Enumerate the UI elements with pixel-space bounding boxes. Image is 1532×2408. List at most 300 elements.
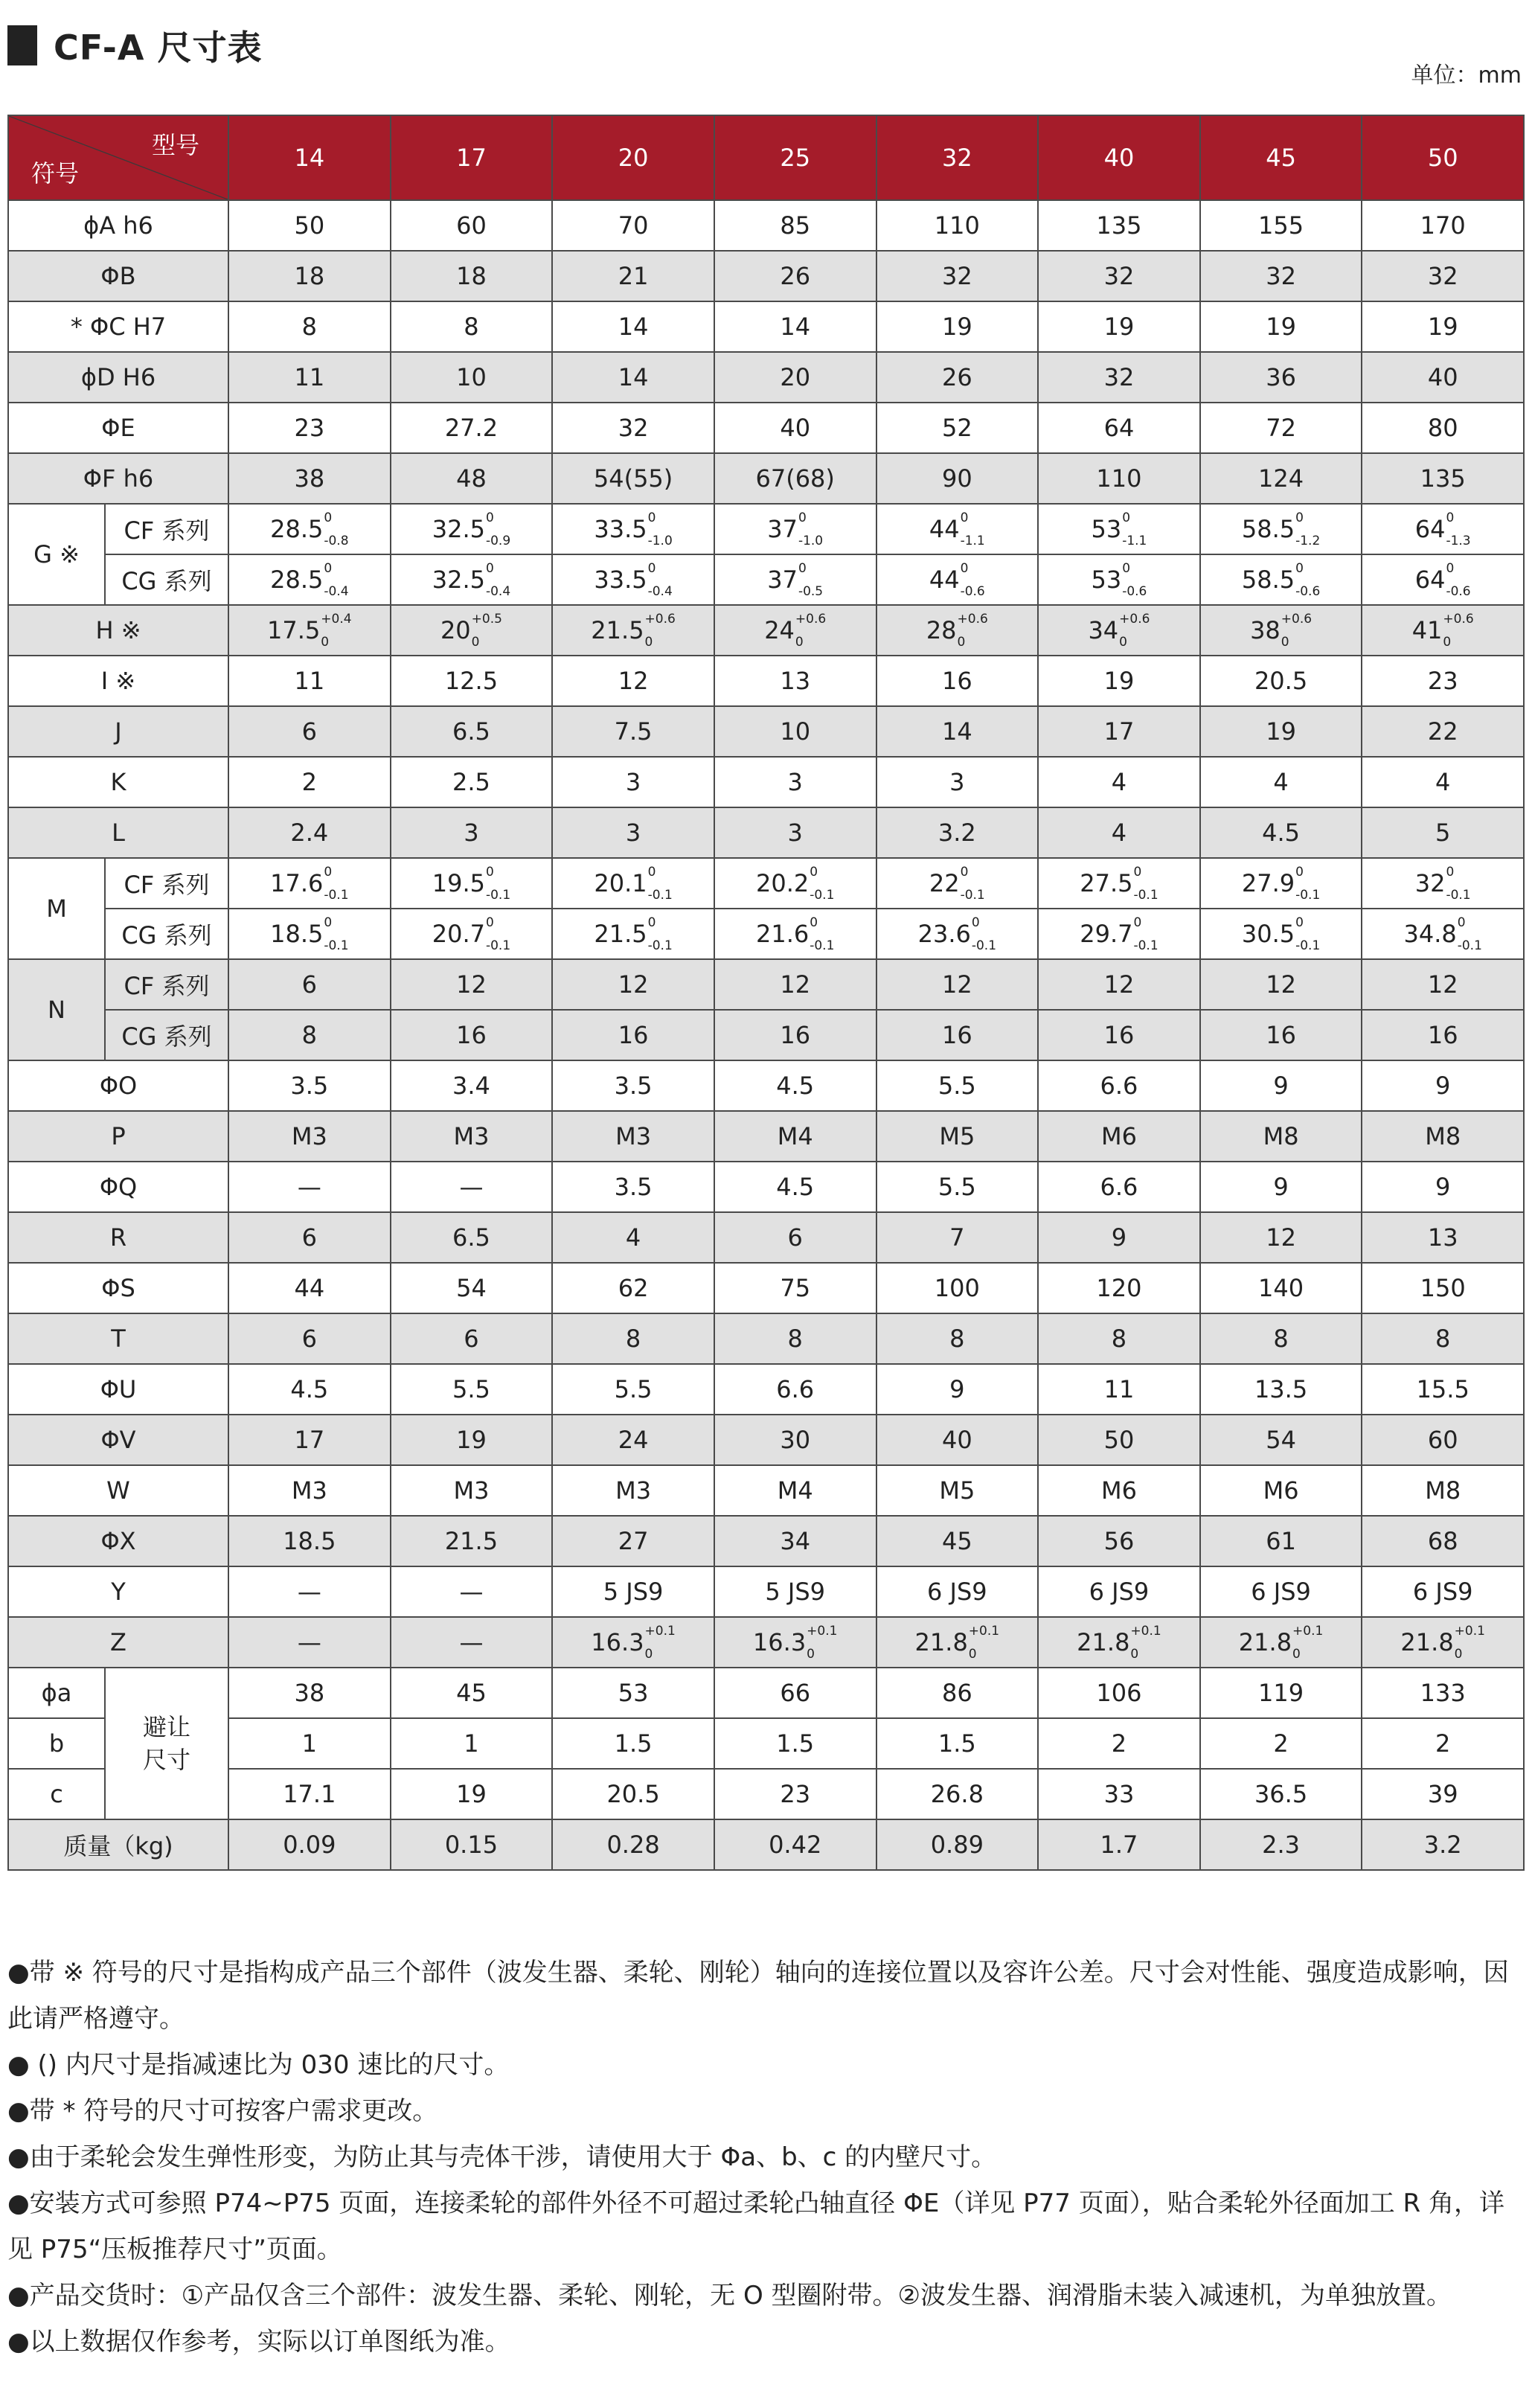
table-cell: 13	[1362, 1212, 1524, 1263]
value-base: —	[297, 1628, 321, 1656]
table-cell: 3	[714, 757, 876, 807]
table-cell	[391, 504, 553, 554]
table-cell: —	[228, 1162, 391, 1212]
table-row	[8, 1212, 1524, 1263]
upper-tolerance: 0	[647, 915, 656, 930]
table-cell: 12	[552, 959, 714, 1010]
lower-tolerance: -0.1	[960, 888, 985, 903]
table-row	[8, 1162, 1524, 1212]
table-cell: 40	[876, 1415, 1039, 1465]
value-base: 21.8	[1400, 1628, 1454, 1656]
table-cell: 5.5	[876, 1060, 1039, 1111]
value-base: 32	[1414, 869, 1446, 897]
upper-tolerance: 0	[798, 510, 807, 525]
table-cell: 19	[876, 301, 1039, 352]
table-cell	[1038, 909, 1200, 959]
tolerance	[1133, 865, 1158, 903]
table-cell: 19	[1038, 656, 1200, 706]
table-row	[8, 1060, 1524, 1111]
avoid-group-label	[105, 1668, 228, 1819]
table-cell: 19	[391, 1415, 553, 1465]
lower-tolerance: -1.1	[1122, 534, 1147, 548]
upper-tolerance: +0.6	[1443, 612, 1474, 627]
table-cell: 17	[228, 1415, 391, 1465]
upper-tolerance: 0	[1295, 561, 1304, 576]
table-cell: 155	[1200, 200, 1362, 251]
table-row	[8, 706, 1524, 757]
table-cell: 52	[876, 403, 1039, 453]
lower-tolerance: -0.1	[971, 938, 997, 953]
table-cell: 6.6	[1038, 1162, 1200, 1212]
value-base: 18.5	[270, 920, 324, 948]
table-cell: 135	[1038, 200, 1200, 251]
row-label: ΦS	[8, 1263, 228, 1313]
table-cell: 60	[1362, 1415, 1524, 1465]
table-cell: 23	[1362, 656, 1524, 706]
table-cell: 8	[1362, 1313, 1524, 1364]
table-cell: 26	[876, 352, 1039, 403]
value-base: 21.8	[1238, 1628, 1292, 1656]
value-base: 24	[764, 616, 795, 644]
table-row	[8, 1364, 1524, 1415]
table-cell: 19	[391, 1769, 553, 1819]
lower-tolerance: -0.1	[647, 938, 673, 953]
model-header: 20	[552, 115, 714, 200]
table-cell: 36	[1200, 352, 1362, 403]
value-base: 30.5	[1241, 920, 1295, 948]
upper-tolerance: 0	[1446, 865, 1455, 880]
table-cell: M3	[228, 1465, 391, 1516]
table-row	[8, 959, 1524, 1010]
table-cell: 53	[552, 1668, 714, 1718]
table-cell: 22	[1362, 706, 1524, 757]
row-label: T	[8, 1313, 228, 1364]
table-cell	[228, 554, 391, 605]
table-cell	[714, 605, 876, 656]
table-cell: 60	[391, 200, 553, 251]
table-cell: 0.09	[228, 1819, 391, 1870]
tolerance	[1443, 612, 1474, 650]
table-cell: 61	[1200, 1516, 1362, 1566]
upper-tolerance: 0	[1295, 915, 1304, 930]
table-cell: 75	[714, 1263, 876, 1313]
lower-tolerance: -0.1	[810, 888, 835, 903]
value-base: —	[459, 1628, 484, 1656]
value-base: 29.7	[1080, 920, 1133, 948]
table-cell: 3.5	[552, 1060, 714, 1111]
tolerance	[1446, 865, 1471, 903]
table-cell	[714, 858, 876, 909]
upper-tolerance: +0.6	[1119, 612, 1150, 627]
value-base: 16.3	[591, 1628, 644, 1656]
table-cell: 0.28	[552, 1819, 714, 1870]
row-label: H ※	[8, 605, 228, 656]
row-label: ϕD H6	[8, 352, 228, 403]
table-cell: 6.6	[714, 1364, 876, 1415]
sub-label: CF 系列	[105, 504, 228, 554]
lower-tolerance: -0.9	[485, 534, 511, 548]
tolerance	[1292, 1624, 1324, 1662]
upper-tolerance: 0	[324, 510, 333, 525]
table-cell: 67(68)	[714, 453, 876, 504]
upper-tolerance: 0	[960, 510, 969, 525]
table-row	[8, 1718, 1524, 1769]
value-base: 21.8	[1077, 1628, 1130, 1656]
lower-tolerance: -0.5	[798, 584, 824, 599]
lower-tolerance: -0.4	[485, 584, 511, 599]
upper-tolerance: 0	[485, 561, 494, 576]
value-base: 17.6	[270, 869, 324, 897]
tolerance	[1454, 1624, 1485, 1662]
table-cell: 6	[391, 1313, 553, 1364]
table-cell: 3	[391, 807, 553, 858]
table-cell: 16	[1200, 1010, 1362, 1060]
table-cell	[391, 909, 553, 959]
table-cell: 2	[1200, 1718, 1362, 1769]
table-cell	[1038, 605, 1200, 656]
table-cell: 124	[1200, 453, 1362, 504]
table-cell: 18	[228, 251, 391, 301]
table-cell: 6	[228, 1212, 391, 1263]
row-label: ΦQ	[8, 1162, 228, 1212]
table-cell: 32	[1362, 251, 1524, 301]
row-label: Y	[8, 1566, 228, 1617]
table-cell: M4	[714, 1465, 876, 1516]
sub-label: CG 系列	[105, 909, 228, 959]
upper-tolerance: 0	[1133, 915, 1142, 930]
table-cell: 38	[228, 1668, 391, 1718]
row-label: R	[8, 1212, 228, 1263]
tolerance	[485, 561, 511, 599]
table-cell: 5.5	[391, 1364, 553, 1415]
tolerance	[485, 865, 511, 903]
tolerance	[1446, 510, 1471, 548]
lower-tolerance: -0.1	[647, 888, 673, 903]
table-cell: 19	[1362, 301, 1524, 352]
table-cell: 9	[1362, 1162, 1524, 1212]
value-base: 64	[1414, 515, 1446, 543]
table-cell	[876, 605, 1039, 656]
value-base: 27.9	[1241, 869, 1295, 897]
note-item: ●安装方式可参照 P74~P75 页面，连接柔轮的部件外径不可超过柔轮凸轴直径 ΦE（详见 P77 页面），贴合柔轮外径面加工 R 角，详见 P75“压板推荐尺寸”页面。	[7, 2188, 1504, 2264]
table-cell: 13	[714, 656, 876, 706]
table-header	[8, 115, 1524, 200]
table-cell	[1362, 1617, 1524, 1668]
table-cell: 2	[228, 757, 391, 807]
table-cell: 6	[714, 1212, 876, 1263]
table-cell: 0.89	[876, 1819, 1039, 1870]
table-cell: 9	[1200, 1060, 1362, 1111]
upper-tolerance: +0.1	[1292, 1624, 1324, 1639]
lower-tolerance: -0.1	[324, 888, 349, 903]
lower-tolerance: 0	[1454, 1647, 1463, 1662]
table-cell	[1200, 909, 1362, 959]
table-cell: 90	[876, 453, 1039, 504]
table-cell: 18.5	[228, 1516, 391, 1566]
table-cell: 8	[1038, 1313, 1200, 1364]
table-cell: 54	[391, 1263, 553, 1313]
table-cell: 26.8	[876, 1769, 1039, 1819]
row-label: ΦF h6	[8, 453, 228, 504]
table-cell: 8	[876, 1313, 1039, 1364]
lower-tolerance: 0	[1443, 635, 1452, 650]
page-title: CF-A 尺寸表	[54, 28, 263, 68]
table-cell: 18	[391, 251, 553, 301]
table-cell: 39	[1362, 1769, 1524, 1819]
tolerance	[968, 1624, 1000, 1662]
table-cell	[714, 504, 876, 554]
table-cell: 2.5	[391, 757, 553, 807]
table-cell: 23	[714, 1769, 876, 1819]
lower-tolerance: -1.0	[798, 534, 824, 548]
table-row	[8, 1465, 1524, 1516]
row-label: ΦV	[8, 1415, 228, 1465]
value-base: 20.2	[755, 869, 810, 897]
lower-tolerance: 0	[644, 1647, 653, 1662]
lower-tolerance: 0	[644, 635, 653, 650]
table-cell: 4.5	[714, 1060, 876, 1111]
value-base: 33.5	[594, 566, 647, 594]
table-cell: 0.42	[714, 1819, 876, 1870]
table-row	[8, 1819, 1524, 1870]
table-row	[8, 301, 1524, 352]
table-row	[8, 504, 1524, 554]
lower-tolerance: -0.6	[960, 584, 985, 599]
tolerance	[647, 561, 673, 599]
table-cell: 64	[1038, 403, 1200, 453]
table-cell: 2.3	[1200, 1819, 1362, 1870]
lower-tolerance: -0.1	[324, 938, 349, 953]
row-label: 质量（kg)	[8, 1819, 228, 1870]
lower-tolerance: -1.1	[960, 534, 985, 548]
value-base: 38	[1250, 616, 1281, 644]
table-row	[8, 909, 1524, 959]
table-cell: 16	[552, 1010, 714, 1060]
upper-tolerance: 0	[810, 865, 818, 880]
unit-label: 单位：mm	[1411, 63, 1522, 89]
table-cell	[876, 554, 1039, 605]
table-cell: 6	[228, 1313, 391, 1364]
lower-tolerance: 0	[795, 635, 804, 650]
row-label: Z	[8, 1617, 228, 1668]
upper-tolerance: 0	[485, 510, 494, 525]
value-base: 58.5	[1241, 566, 1295, 594]
value-base: 28.5	[270, 566, 324, 594]
table-cell: M8	[1200, 1111, 1362, 1162]
upper-tolerance: +0.5	[471, 612, 502, 627]
table-cell: 27.2	[391, 403, 553, 453]
value-base: 20	[440, 616, 471, 644]
upper-tolerance: 0	[960, 561, 969, 576]
table-cell: 12	[1200, 1212, 1362, 1263]
table-row	[8, 656, 1524, 706]
table-cell: 16	[876, 1010, 1039, 1060]
table-cell	[1038, 504, 1200, 554]
table-cell: 19	[1038, 301, 1200, 352]
value-base: 53	[1091, 566, 1122, 594]
tolerance	[1119, 612, 1150, 650]
upper-tolerance: 0	[485, 915, 494, 930]
table-cell	[876, 1617, 1039, 1668]
model-header: 40	[1038, 115, 1200, 200]
table-cell: M3	[391, 1465, 553, 1516]
tolerance	[1122, 510, 1147, 548]
table-row	[8, 1111, 1524, 1162]
table-cell: 20.5	[552, 1769, 714, 1819]
table-cell: 68	[1362, 1516, 1524, 1566]
upper-tolerance: +0.1	[1454, 1624, 1485, 1639]
avoid-label-line: 避让	[142, 1713, 190, 1741]
table-cell	[876, 909, 1039, 959]
table-cell: 62	[552, 1263, 714, 1313]
tolerance	[1133, 915, 1158, 953]
table-cell: 20.5	[1200, 656, 1362, 706]
table-cell: 3.2	[876, 807, 1039, 858]
sub-label: CG 系列	[105, 554, 228, 605]
table-cell: 6 JS9	[1362, 1566, 1524, 1617]
row-label: J	[8, 706, 228, 757]
table-cell: 5.5	[876, 1162, 1039, 1212]
model-header: 14	[228, 115, 391, 200]
table-cell	[228, 605, 391, 656]
note-item: ● () 内尺寸是指减速比为 030 速比的尺寸。	[7, 2050, 510, 2080]
table-cell: 50	[228, 200, 391, 251]
model-header: 17	[391, 115, 553, 200]
table-cell: 9	[1038, 1212, 1200, 1263]
table-cell: 86	[876, 1668, 1039, 1718]
table-cell: 6 JS9	[1200, 1566, 1362, 1617]
table-cell: 14	[714, 301, 876, 352]
table-cell: 6 JS9	[1038, 1566, 1200, 1617]
table-cell: 8	[391, 301, 553, 352]
table-cell: 26	[714, 251, 876, 301]
table-cell: 3.4	[391, 1060, 553, 1111]
tolerance	[971, 915, 997, 953]
lower-tolerance: 0	[1119, 635, 1127, 650]
upper-tolerance: 0	[798, 561, 807, 576]
table-cell	[552, 858, 714, 909]
upper-tolerance: 0	[971, 915, 980, 930]
table-cell	[714, 554, 876, 605]
tolerance	[1295, 915, 1321, 953]
table-cell: 150	[1362, 1263, 1524, 1313]
avoid-label-line: 尺寸	[142, 1746, 190, 1774]
table-cell	[552, 909, 714, 959]
table-cell: 14	[552, 352, 714, 403]
upper-tolerance: 0	[1295, 865, 1304, 880]
table-cell: M8	[1362, 1111, 1524, 1162]
table-cell: 6	[228, 706, 391, 757]
upper-tolerance: +0.1	[807, 1624, 838, 1639]
value-base: 34	[1088, 616, 1119, 644]
table-row	[8, 1313, 1524, 1364]
tolerance	[798, 510, 824, 548]
table-cell: 85	[714, 200, 876, 251]
value-base: 21.5	[591, 616, 644, 644]
row-label: L	[8, 807, 228, 858]
lower-tolerance: -1.3	[1446, 534, 1471, 548]
table-cell	[1200, 554, 1362, 605]
table-cell: 135	[1362, 453, 1524, 504]
table-cell: 30	[714, 1415, 876, 1465]
table-cell: 23	[228, 403, 391, 453]
table-cell: 8	[714, 1313, 876, 1364]
table-cell: 4	[1038, 807, 1200, 858]
upper-tolerance: 0	[960, 865, 969, 880]
value-base: 28.5	[270, 515, 324, 543]
upper-tolerance: 0	[1446, 561, 1455, 576]
table-cell: 13.5	[1200, 1364, 1362, 1415]
table-cell: 1.7	[1038, 1819, 1200, 1870]
lower-tolerance: -0.4	[647, 584, 673, 599]
row-label: ΦX	[8, 1516, 228, 1566]
table-cell: 16	[391, 1010, 553, 1060]
table-cell: 14	[876, 706, 1039, 757]
table-cell: 11	[228, 352, 391, 403]
value-base: 37	[767, 566, 798, 594]
tolerance	[644, 1624, 676, 1662]
table-cell	[1362, 554, 1524, 605]
table-cell: 6	[228, 959, 391, 1010]
value-base: 19.5	[432, 869, 485, 897]
table-cell: M8	[1362, 1465, 1524, 1516]
table-cell: 32	[1038, 251, 1200, 301]
table-cell: 70	[552, 200, 714, 251]
sub-label: CF 系列	[105, 959, 228, 1010]
table-cell: 20	[714, 352, 876, 403]
value-base: 34.8	[1403, 920, 1457, 948]
table-cell: 45	[876, 1516, 1039, 1566]
table-cell: 19	[1200, 706, 1362, 757]
upper-tolerance: +0.6	[795, 612, 827, 627]
upper-tolerance: 0	[324, 561, 333, 576]
notes	[7, 1950, 1525, 2365]
table-cell	[876, 858, 1039, 909]
table-cell: 54	[1200, 1415, 1362, 1465]
table-cell: 32	[1038, 352, 1200, 403]
table-cell: 40	[714, 403, 876, 453]
table-cell: 27	[552, 1516, 714, 1566]
model-header: 45	[1200, 115, 1362, 200]
table-cell: M3	[228, 1111, 391, 1162]
table-cell: 80	[1362, 403, 1524, 453]
table-cell: 1	[391, 1718, 553, 1769]
value-base: 27.5	[1080, 869, 1133, 897]
table-cell: 9	[876, 1364, 1039, 1415]
table-cell	[714, 909, 876, 959]
table-cell: M6	[1038, 1111, 1200, 1162]
table-cell	[1038, 858, 1200, 909]
lower-tolerance: -0.6	[1446, 584, 1471, 599]
tolerance	[324, 561, 349, 599]
upper-tolerance: 0	[647, 561, 656, 576]
table-cell: 19	[1200, 301, 1362, 352]
table-row	[8, 1668, 1524, 1718]
value-base: 64	[1414, 566, 1446, 594]
row-label: ΦB	[8, 251, 228, 301]
value-base: 58.5	[1241, 515, 1295, 543]
table-cell: M3	[552, 1465, 714, 1516]
table-cell: 1.5	[714, 1718, 876, 1769]
table-cell	[1038, 554, 1200, 605]
table-cell	[1200, 858, 1362, 909]
table-cell: 9	[1362, 1060, 1524, 1111]
table-cell: 2	[1038, 1718, 1200, 1769]
model-label: 型号	[151, 131, 199, 159]
sub-label: CG 系列	[105, 1010, 228, 1060]
upper-tolerance: +0.1	[644, 1624, 676, 1639]
tolerance	[321, 612, 352, 650]
